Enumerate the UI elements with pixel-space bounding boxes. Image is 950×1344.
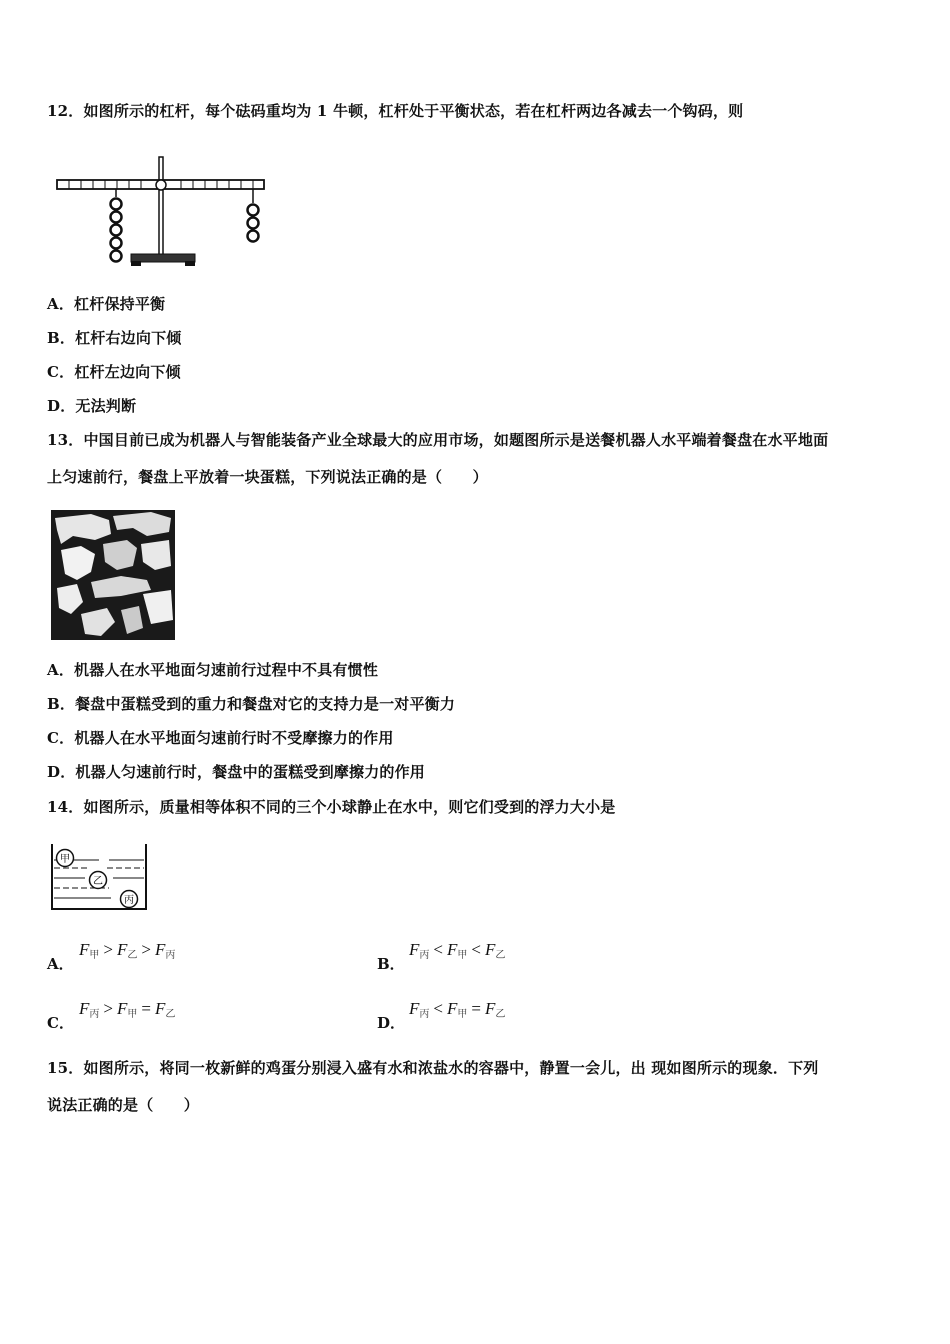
q12-stem: 12．如图所示的杠杆，每个砝码重均为 1 牛顿，杠杆处于平衡状态，若在杠杆两边各减去一个钩码，则 (47, 102, 744, 120)
q13-option-b: B．餐盘中蛋糕受到的重力和餐盘对它的支持力是一对平衡力 (47, 695, 456, 713)
q14-option-b-label: B． (377, 955, 405, 973)
q15-stem-line2: 说法正确的是（ ） (47, 1096, 200, 1114)
q12-option-b: B．杠杆右边向下倾 (47, 329, 182, 347)
q13-option-d: D．机器人匀速前行时，餐盘中的蛋糕受到摩擦力的作用 (47, 763, 426, 781)
q14-option-a-label: A． (47, 955, 74, 973)
q12-option-a: A．杠杆保持平衡 (47, 295, 166, 313)
q14-option-b-formula: $F_丙 < F_甲 < F_乙$ (409, 940, 506, 961)
q14-option-c-formula: $F_丙 > F_甲 = F_乙$ (79, 999, 176, 1020)
q13-option-c: C．机器人在水平地面匀速前行时不受摩擦力的作用 (47, 729, 394, 747)
q13-stem-line1: 13．中国目前已成为机器人与智能装备产业全球最大的应用市场，如题图所示是送餐机器人水平端着餐盘在水平地面 (47, 431, 829, 449)
lever-figure (54, 155, 269, 270)
three-balls-figure (49, 842, 149, 912)
q14-stem: 14．如图所示，质量相等体积不同的三个小球静止在水中，则它们受到的浮力大小是 (47, 798, 616, 816)
q12-option-c: C．杠杆左边向下倾 (47, 363, 181, 381)
q12-option-d: D．无法判断 (47, 397, 137, 415)
q14-option-a-formula: $F_甲 > F_乙 > F_丙$ (79, 940, 176, 961)
q14-option-d-formula: $F_丙 < F_甲 = F_乙$ (409, 999, 506, 1020)
q14-option-d-label: D． (377, 1014, 406, 1032)
q13-option-a: A．机器人在水平地面匀速前行过程中不具有惯性 (47, 661, 379, 679)
q13-stem-line2: 上匀速前行，餐盘上平放着一块蛋糕，下列说法正确的是（ ） (47, 468, 488, 486)
robot-photo (51, 510, 175, 640)
ball-label-bing: 丙 (124, 895, 134, 906)
ball-label-yi: 乙 (93, 876, 103, 887)
ball-label-jia: 甲 (60, 854, 70, 865)
q15-stem-line1: 15．如图所示，将同一枚新鲜的鸡蛋分别浸入盛有水和浓盐水的容器中，静置一会儿，出 现如图所示的现象．下列 (47, 1059, 819, 1077)
q14-option-c-label: C． (47, 1014, 74, 1032)
